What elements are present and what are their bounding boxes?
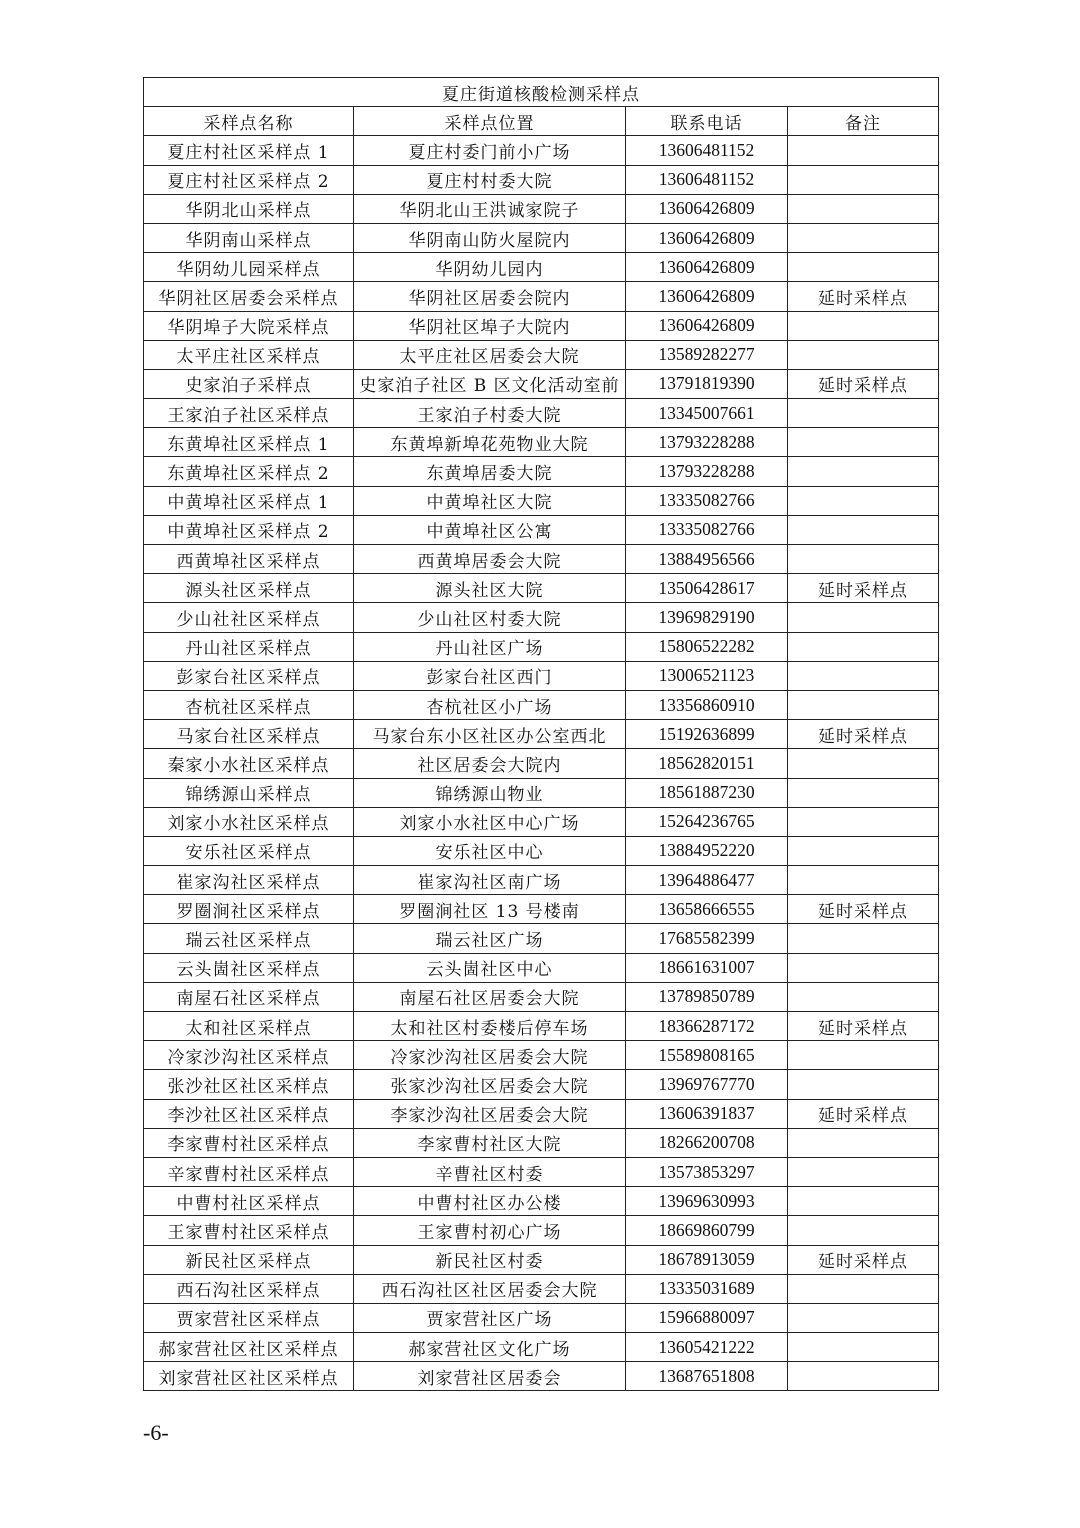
table-row <box>144 866 939 895</box>
cell-location: 丹山社区广场 <box>354 632 626 661</box>
cell-phone: 18661631007 <box>626 953 788 982</box>
table-row <box>144 749 939 778</box>
cell-name: 杏杭社区采样点 <box>144 690 354 719</box>
cell-phone: 15264236765 <box>626 807 788 836</box>
cell-location: 辛曹社区村委 <box>354 1157 626 1186</box>
cell-note <box>788 1128 939 1157</box>
cell-location: 刘家营社区居委会 <box>354 1362 626 1391</box>
cell-name: 刘家小水社区采样点 <box>144 807 354 836</box>
cell-note <box>788 223 939 252</box>
cell-note <box>788 457 939 486</box>
cell-phone: 13006521123 <box>626 661 788 690</box>
cell-phone: 13335082766 <box>626 486 788 515</box>
cell-name: 中黄埠社区采样点 1 <box>144 486 354 515</box>
cell-note: 延时采样点 <box>788 1099 939 1128</box>
table-row <box>144 340 939 369</box>
table-title: 夏庄街道核酸检测采样点 <box>144 78 939 107</box>
cell-name: 南屋石社区采样点 <box>144 982 354 1011</box>
cell-phone: 13793228288 <box>626 457 788 486</box>
cell-name: 华阴南山采样点 <box>144 223 354 252</box>
column-header-location: 采样点位置 <box>354 107 626 136</box>
cell-location: 史家泊子社区 B 区文化活动室前 <box>354 369 626 398</box>
cell-name: 崔家沟社区采样点 <box>144 866 354 895</box>
cell-phone: 18366287172 <box>626 1012 788 1041</box>
table-row <box>144 924 939 953</box>
cell-phone: 15806522282 <box>626 632 788 661</box>
table-title-row <box>144 78 939 107</box>
cell-phone: 13356860910 <box>626 690 788 719</box>
cell-phone: 13606426809 <box>626 311 788 340</box>
cell-phone: 13606426809 <box>626 194 788 223</box>
cell-note <box>788 1070 939 1099</box>
table-row <box>144 1333 939 1362</box>
table-row <box>144 165 939 194</box>
cell-name: 西石沟社区采样点 <box>144 1274 354 1303</box>
cell-name: 罗圈涧社区采样点 <box>144 895 354 924</box>
cell-name: 史家泊子采样点 <box>144 369 354 398</box>
table-row <box>144 720 939 749</box>
cell-name: 王家泊子社区采样点 <box>144 399 354 428</box>
cell-note <box>788 749 939 778</box>
cell-phone: 15192636899 <box>626 720 788 749</box>
table-row <box>144 778 939 807</box>
table-row <box>144 515 939 544</box>
table-row <box>144 1070 939 1099</box>
cell-name: 华阴幼儿园采样点 <box>144 253 354 282</box>
cell-name: 张沙社区社区采样点 <box>144 1070 354 1099</box>
cell-location: 王家泊子村委大院 <box>354 399 626 428</box>
sampling-points-table <box>143 77 939 1391</box>
table-row <box>144 1012 939 1041</box>
cell-name: 冷家沙沟社区采样点 <box>144 1041 354 1070</box>
cell-phone: 13606481152 <box>626 165 788 194</box>
cell-name: 秦家小水社区采样点 <box>144 749 354 778</box>
table-row <box>144 1128 939 1157</box>
cell-phone: 13687651808 <box>626 1362 788 1391</box>
cell-phone: 13789850789 <box>626 982 788 1011</box>
cell-phone: 13793228288 <box>626 428 788 457</box>
cell-note <box>788 603 939 632</box>
cell-note <box>788 1216 939 1245</box>
cell-phone: 18669860799 <box>626 1216 788 1245</box>
table-row <box>144 574 939 603</box>
table-row <box>144 1157 939 1186</box>
cell-location: 李家沙沟社区居委会大院 <box>354 1099 626 1128</box>
cell-location: 太平庄社区居委会大院 <box>354 340 626 369</box>
cell-note <box>788 165 939 194</box>
cell-phone: 13335082766 <box>626 515 788 544</box>
table-row <box>144 194 939 223</box>
cell-phone: 13658666555 <box>626 895 788 924</box>
cell-note <box>788 661 939 690</box>
cell-phone: 13335031689 <box>626 1274 788 1303</box>
table-row <box>144 223 939 252</box>
table-row <box>144 1216 939 1245</box>
cell-name: 云头崮社区采样点 <box>144 953 354 982</box>
cell-note <box>788 311 939 340</box>
cell-location: 锦绣源山物业 <box>354 778 626 807</box>
cell-location: 源头社区大院 <box>354 574 626 603</box>
table-row <box>144 457 939 486</box>
cell-location: 崔家沟社区南广场 <box>354 866 626 895</box>
cell-note: 延时采样点 <box>788 720 939 749</box>
table-row <box>144 399 939 428</box>
cell-phone: 13969829190 <box>626 603 788 632</box>
cell-name: 王家曹村社区采样点 <box>144 1216 354 1245</box>
cell-name: 辛家曹村社区采样点 <box>144 1157 354 1186</box>
cell-note <box>788 340 939 369</box>
table-body <box>144 136 939 1391</box>
cell-location: 安乐社区中心 <box>354 836 626 865</box>
cell-name: 西黄埠社区采样点 <box>144 545 354 574</box>
cell-location: 刘家小水社区中心广场 <box>354 807 626 836</box>
cell-note <box>788 953 939 982</box>
cell-phone: 13605421222 <box>626 1333 788 1362</box>
cell-phone: 18561887230 <box>626 778 788 807</box>
cell-note <box>788 428 939 457</box>
cell-location: 张家沙沟社区居委会大院 <box>354 1070 626 1099</box>
table-row <box>144 982 939 1011</box>
cell-name: 华阴社区居委会采样点 <box>144 282 354 311</box>
cell-note <box>788 486 939 515</box>
cell-phone: 15589808165 <box>626 1041 788 1070</box>
cell-note <box>788 1041 939 1070</box>
cell-note <box>788 1274 939 1303</box>
cell-phone: 13506428617 <box>626 574 788 603</box>
table-row <box>144 1362 939 1391</box>
cell-location: 华阴北山王洪诚家院子 <box>354 194 626 223</box>
table-row <box>144 661 939 690</box>
cell-name: 安乐社区采样点 <box>144 836 354 865</box>
cell-phone: 13606426809 <box>626 223 788 252</box>
cell-phone: 18678913059 <box>626 1245 788 1274</box>
cell-location: 云头崮社区中心 <box>354 953 626 982</box>
table-row <box>144 895 939 924</box>
cell-name: 太和社区采样点 <box>144 1012 354 1041</box>
cell-location: 华阴社区居委会院内 <box>354 282 626 311</box>
cell-phone: 17685582399 <box>626 924 788 953</box>
page-number: -6- <box>143 1420 169 1445</box>
cell-note <box>788 1303 939 1332</box>
column-header-name: 采样点名称 <box>144 107 354 136</box>
cell-location: 贾家营社区广场 <box>354 1303 626 1332</box>
cell-phone: 18562820151 <box>626 749 788 778</box>
table-row <box>144 282 939 311</box>
cell-note: 延时采样点 <box>788 1012 939 1041</box>
cell-phone: 13589282277 <box>626 340 788 369</box>
cell-location: 东黄埠新埠花苑物业大院 <box>354 428 626 457</box>
table-row <box>144 311 939 340</box>
table-row <box>144 1099 939 1128</box>
cell-phone: 13969630993 <box>626 1187 788 1216</box>
cell-location: 中黄埠社区大院 <box>354 486 626 515</box>
cell-location: 西石沟社区社区居委会大院 <box>354 1274 626 1303</box>
table-row <box>144 1041 939 1070</box>
cell-location: 社区居委会大院内 <box>354 749 626 778</box>
cell-location: 夏庄村委门前小广场 <box>354 136 626 165</box>
cell-location: 太和社区村委楼后停车场 <box>354 1012 626 1041</box>
cell-name: 新民社区采样点 <box>144 1245 354 1274</box>
cell-name: 华阴北山采样点 <box>144 194 354 223</box>
cell-location: 冷家沙沟社区居委会大院 <box>354 1041 626 1070</box>
cell-name: 锦绣源山采样点 <box>144 778 354 807</box>
cell-note <box>788 515 939 544</box>
table-row <box>144 1274 939 1303</box>
cell-note <box>788 194 939 223</box>
table-row <box>144 1245 939 1274</box>
cell-note <box>788 136 939 165</box>
cell-note <box>788 982 939 1011</box>
cell-phone: 13606426809 <box>626 282 788 311</box>
cell-name: 郝家营社区社区采样点 <box>144 1333 354 1362</box>
column-header-phone: 联系电话 <box>626 107 788 136</box>
cell-location: 西黄埠居委会大院 <box>354 545 626 574</box>
cell-phone: 13791819390 <box>626 369 788 398</box>
cell-name: 彭家台社区采样点 <box>144 661 354 690</box>
table-row <box>144 253 939 282</box>
cell-location: 华阴社区埠子大院内 <box>354 311 626 340</box>
cell-note: 延时采样点 <box>788 895 939 924</box>
cell-name: 东黄埠社区采样点 2 <box>144 457 354 486</box>
table-row <box>144 1303 939 1332</box>
cell-phone: 13606481152 <box>626 136 788 165</box>
cell-name: 太平庄社区采样点 <box>144 340 354 369</box>
cell-phone: 13884956566 <box>626 545 788 574</box>
cell-note <box>788 399 939 428</box>
cell-note <box>788 1362 939 1391</box>
cell-note <box>788 807 939 836</box>
cell-location: 彭家台社区西门 <box>354 661 626 690</box>
cell-name: 李家曹村社区采样点 <box>144 1128 354 1157</box>
cell-name: 贾家营社区采样点 <box>144 1303 354 1332</box>
cell-name: 中曹村社区采样点 <box>144 1187 354 1216</box>
cell-name: 刘家营社区社区采样点 <box>144 1362 354 1391</box>
cell-note <box>788 1333 939 1362</box>
table-row <box>144 136 939 165</box>
cell-note <box>788 545 939 574</box>
cell-location: 王家曹村初心广场 <box>354 1216 626 1245</box>
cell-note <box>788 778 939 807</box>
cell-location: 华阴南山防火屋院内 <box>354 223 626 252</box>
cell-name: 瑞云社区采样点 <box>144 924 354 953</box>
column-header-note: 备注 <box>788 107 939 136</box>
cell-note <box>788 690 939 719</box>
table-row <box>144 807 939 836</box>
table-header-row <box>144 107 939 136</box>
cell-note <box>788 1157 939 1186</box>
cell-note <box>788 632 939 661</box>
table-row <box>144 603 939 632</box>
cell-location: 南屋石社区居委会大院 <box>354 982 626 1011</box>
cell-phone: 13969767770 <box>626 1070 788 1099</box>
cell-note <box>788 836 939 865</box>
cell-name: 东黄埠社区采样点 1 <box>144 428 354 457</box>
cell-phone: 15966880097 <box>626 1303 788 1332</box>
cell-phone: 13606426809 <box>626 253 788 282</box>
cell-location: 马家台东小区社区办公室西北 <box>354 720 626 749</box>
cell-phone: 13964886477 <box>626 866 788 895</box>
table-row <box>144 953 939 982</box>
cell-name: 源头社区采样点 <box>144 574 354 603</box>
cell-name: 中黄埠社区采样点 2 <box>144 515 354 544</box>
cell-location: 中曹村社区办公楼 <box>354 1187 626 1216</box>
cell-location: 杏杭社区小广场 <box>354 690 626 719</box>
cell-name: 夏庄村社区采样点 1 <box>144 136 354 165</box>
cell-location: 中黄埠社区公寓 <box>354 515 626 544</box>
table-row <box>144 836 939 865</box>
cell-location: 东黄埠居委大院 <box>354 457 626 486</box>
cell-name: 马家台社区采样点 <box>144 720 354 749</box>
table-row <box>144 486 939 515</box>
cell-note <box>788 1187 939 1216</box>
cell-location: 少山社区村委大院 <box>354 603 626 632</box>
cell-name: 李沙社区社区采样点 <box>144 1099 354 1128</box>
cell-location: 李家曹村社区大院 <box>354 1128 626 1157</box>
cell-location: 郝家营社区文化广场 <box>354 1333 626 1362</box>
table-row <box>144 1187 939 1216</box>
table-row <box>144 545 939 574</box>
cell-location: 罗圈涧社区 13 号楼南 <box>354 895 626 924</box>
cell-note <box>788 924 939 953</box>
cell-phone: 13606391837 <box>626 1099 788 1128</box>
table-row <box>144 632 939 661</box>
cell-note <box>788 866 939 895</box>
cell-name: 夏庄村社区采样点 2 <box>144 165 354 194</box>
cell-phone: 13345007661 <box>626 399 788 428</box>
cell-name: 丹山社区采样点 <box>144 632 354 661</box>
cell-phone: 18266200708 <box>626 1128 788 1157</box>
cell-note <box>788 253 939 282</box>
cell-name: 少山社社区采样点 <box>144 603 354 632</box>
table-row <box>144 369 939 398</box>
cell-name: 华阴埠子大院采样点 <box>144 311 354 340</box>
cell-note: 延时采样点 <box>788 574 939 603</box>
cell-note: 延时采样点 <box>788 1245 939 1274</box>
cell-phone: 13884952220 <box>626 836 788 865</box>
table-row <box>144 428 939 457</box>
cell-note: 延时采样点 <box>788 282 939 311</box>
cell-location: 新民社区村委 <box>354 1245 626 1274</box>
cell-location: 夏庄村村委大院 <box>354 165 626 194</box>
cell-note: 延时采样点 <box>788 369 939 398</box>
table-row <box>144 690 939 719</box>
cell-location: 瑞云社区广场 <box>354 924 626 953</box>
cell-phone: 13573853297 <box>626 1157 788 1186</box>
cell-location: 华阴幼儿园内 <box>354 253 626 282</box>
